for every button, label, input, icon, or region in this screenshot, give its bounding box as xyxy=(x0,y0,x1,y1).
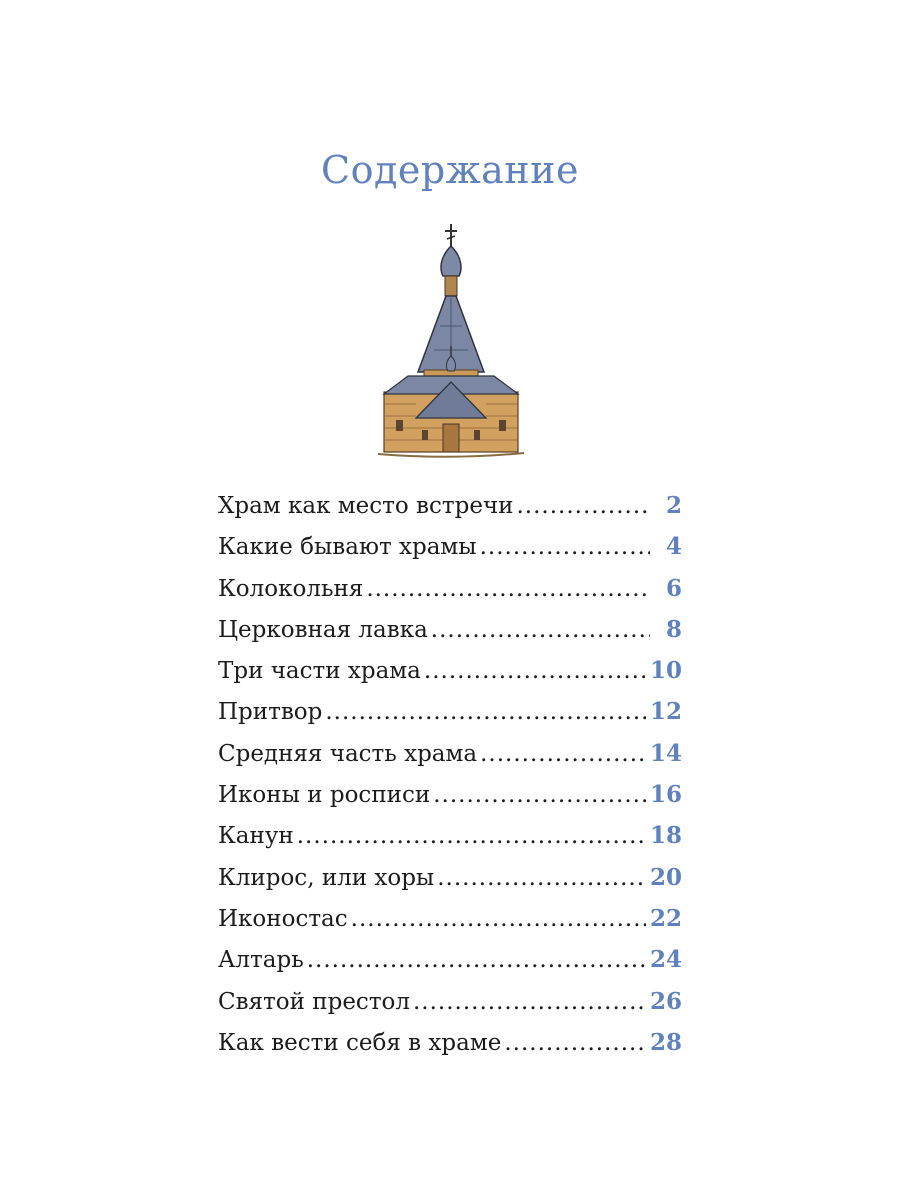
toc-item-page: 4 xyxy=(665,533,682,561)
toc-leader-dots xyxy=(325,699,646,725)
toc-item xyxy=(218,740,682,781)
toc-item-label: Церковная лавка xyxy=(218,616,428,643)
toc-item-label: Средняя часть храма xyxy=(218,740,478,767)
toc-item-label: Колокольня xyxy=(218,575,364,602)
toc-item-label: Какие бывают храмы xyxy=(218,534,477,561)
toc-item-page: 8 xyxy=(665,615,682,643)
toc-item xyxy=(218,698,682,739)
toc-item xyxy=(218,1029,682,1070)
toc-item-page: 28 xyxy=(649,1028,682,1056)
wooden-church-icon xyxy=(376,222,526,460)
toc-item xyxy=(218,492,682,533)
toc-item-label: Клирос, или хоры xyxy=(218,864,435,891)
toc-item xyxy=(218,864,682,905)
toc-item-label: Иконостас xyxy=(218,905,348,932)
toc-item-label: Как вести себя в храме xyxy=(218,1029,502,1056)
toc-item xyxy=(218,575,682,616)
toc-item-page: 18 xyxy=(649,822,682,850)
toc-leader-dots xyxy=(516,493,650,519)
toc-item xyxy=(218,905,682,946)
toc-item-page: 14 xyxy=(649,739,682,767)
toc-item-page: 12 xyxy=(649,698,682,726)
toc-item-page: 22 xyxy=(649,904,682,932)
toc-item xyxy=(218,616,682,657)
toc-item-label: Притвор xyxy=(218,699,323,726)
toc-leader-dots xyxy=(366,576,650,602)
toc-item-label: Святой престол xyxy=(218,988,410,1015)
toc-item-label: Иконы и росписи xyxy=(218,782,431,809)
table-of-contents xyxy=(218,492,682,1070)
toc-item-label: Канун xyxy=(218,823,294,850)
toc-leader-dots xyxy=(431,617,650,643)
toc-item-label: Храм как место встречи xyxy=(218,493,514,519)
toc-leader-dots xyxy=(437,865,646,891)
toc-item xyxy=(218,988,682,1029)
toc-leader-dots xyxy=(433,782,646,808)
toc-item-page: 6 xyxy=(665,574,682,602)
toc-leader-dots xyxy=(297,823,646,849)
toc-leader-dots xyxy=(307,947,646,973)
toc-item xyxy=(218,657,682,698)
page-title: Содержание xyxy=(321,148,579,192)
toc-leader-dots xyxy=(480,741,646,767)
toc-item-page: 2 xyxy=(665,492,682,519)
toc-leader-dots xyxy=(480,534,650,560)
toc-item-page: 24 xyxy=(649,946,682,974)
toc-item xyxy=(218,781,682,822)
toc-leader-dots xyxy=(504,1030,646,1056)
toc-leader-dots xyxy=(424,658,646,684)
toc-item xyxy=(218,946,682,987)
toc-item-page: 26 xyxy=(649,987,682,1015)
toc-item-label: Алтарь xyxy=(218,947,304,974)
toc-item-page: 20 xyxy=(649,863,682,891)
toc-item-label: Три части храма xyxy=(218,658,421,685)
toc-item-page: 16 xyxy=(649,781,682,809)
toc-item xyxy=(218,533,682,574)
toc-item xyxy=(218,822,682,863)
toc-leader-dots xyxy=(351,906,646,932)
toc-leader-dots xyxy=(413,989,646,1015)
toc-item-page: 10 xyxy=(649,657,682,685)
